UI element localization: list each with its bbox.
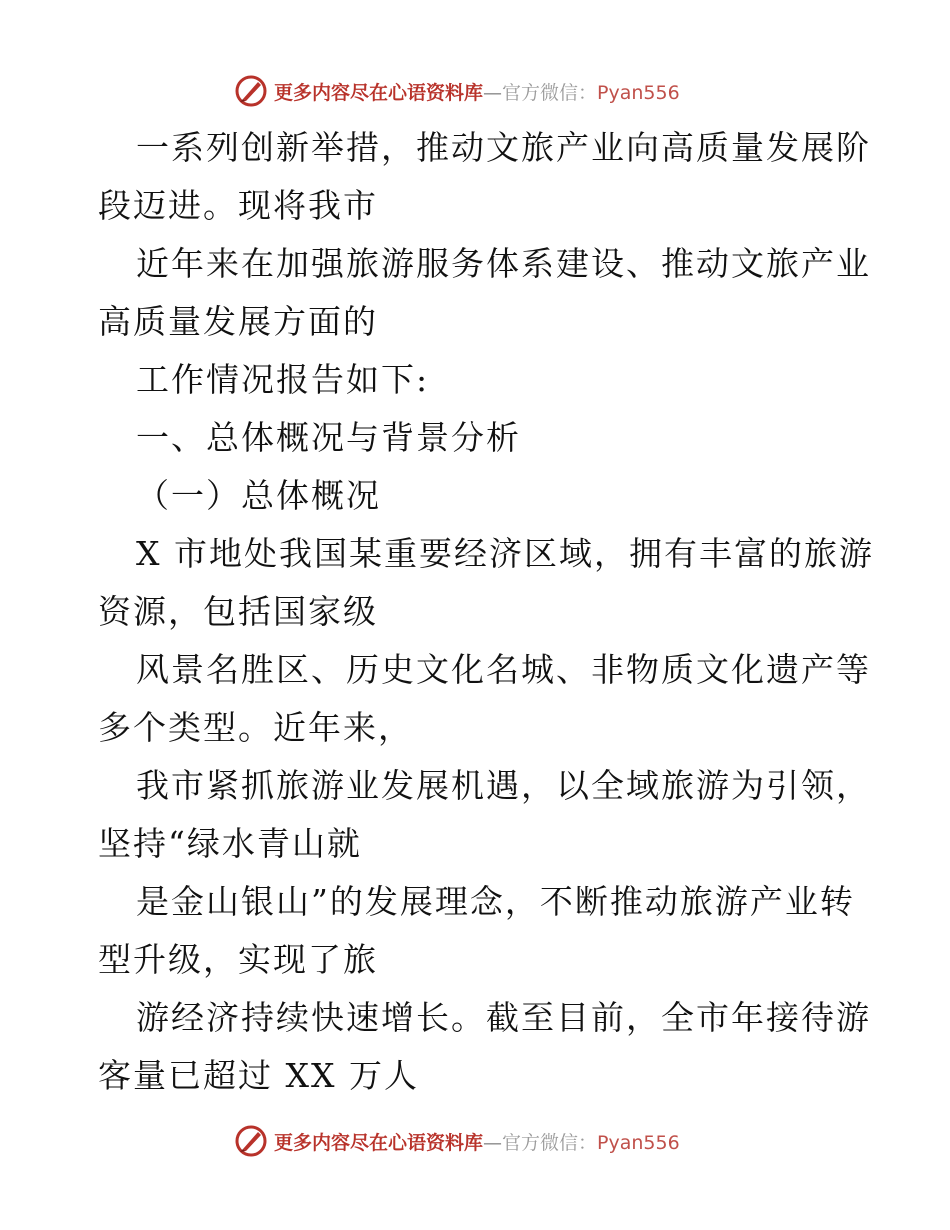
watermark-text: 更多内容尽在心语资料库—官方微信：Pyan556 xyxy=(274,1131,680,1154)
text-line: 一系列创新举措，推动文旅产业向高质量发展阶 xyxy=(136,128,871,167)
text-line: 我市紧抓旅游业发展机遇，以全域旅游为引领， xyxy=(136,766,871,805)
text-line: 多个类型。近年来， xyxy=(98,708,413,747)
text-line: 客量已超过 XX 万人 xyxy=(98,1056,419,1095)
text-line: 型升级，实现了旅 xyxy=(98,940,378,979)
section-heading: 一、总体概况与背景分析 xyxy=(136,418,521,457)
text-line: 游经济持续快速增长。截至目前，全市年接待游 xyxy=(136,998,871,1037)
text-line: X 市地处我国某重要经济区域，拥有丰富的旅游 xyxy=(136,534,874,573)
text-line: 近年来在加强旅游服务体系建设、推动文旅产业 xyxy=(136,244,871,283)
subsection-heading: （一）总体概况 xyxy=(136,476,381,515)
text-line: 风景名胜区、历史文化名城、非物质文化遗产等 xyxy=(136,650,871,689)
footer-watermark xyxy=(234,1124,680,1158)
text-line: 坚持“绿水青山就 xyxy=(98,824,362,863)
text-line: 资源，包括国家级 xyxy=(98,592,378,631)
text-line: 段迈进。现将我市 xyxy=(98,186,378,225)
text-line: 工作情况报告如下: xyxy=(136,360,430,399)
quill-seal-icon xyxy=(234,1124,268,1158)
text-line: 高质量发展方面的 xyxy=(98,302,378,341)
watermark-text: 更多内容尽在心语资料库—官方微信：Pyan556 xyxy=(274,81,680,104)
text-line: 是金山银山”的发展理念，不断推动旅游产业转 xyxy=(136,882,855,921)
